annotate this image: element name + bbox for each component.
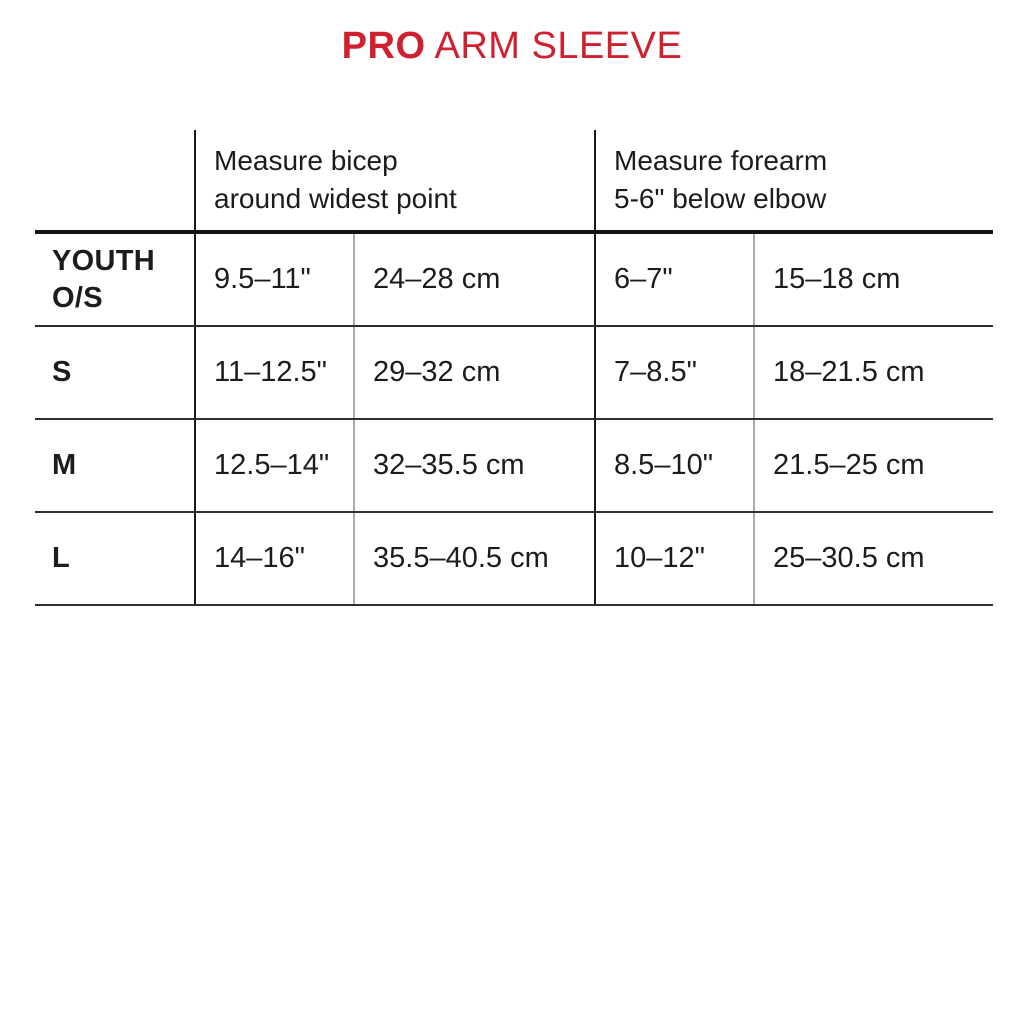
size-chart-table bbox=[35, 130, 993, 606]
forearm-cm: 15–18 cm bbox=[753, 234, 993, 325]
forearm-cm: 21.5–25 cm bbox=[753, 420, 993, 511]
table-row bbox=[35, 420, 993, 513]
header-forearm-line2: 5-6" below elbow bbox=[614, 183, 827, 214]
table-row bbox=[35, 513, 993, 606]
header-forearm-line1: Measure forearm bbox=[614, 145, 828, 176]
table-header-row bbox=[35, 130, 993, 234]
bicep-cm: 35.5–40.5 cm bbox=[353, 513, 594, 604]
size-label: YOUTH O/S bbox=[52, 244, 155, 314]
bicep-inches: 12.5–14" bbox=[194, 420, 353, 511]
size-label: M bbox=[52, 449, 77, 481]
bicep-inches: 14–16" bbox=[194, 513, 353, 604]
bicep-cm: 32–35.5 cm bbox=[353, 420, 594, 511]
forearm-inches: 8.5–10" bbox=[594, 420, 753, 511]
table-row bbox=[35, 234, 993, 327]
header-forearm bbox=[594, 130, 993, 230]
size-label: L bbox=[52, 542, 71, 574]
header-bicep-line1: Measure bicep bbox=[214, 145, 398, 176]
forearm-inches: 6–7" bbox=[594, 234, 753, 325]
product-name: ARM SLEEVE bbox=[425, 25, 683, 67]
header-bicep bbox=[194, 130, 594, 230]
table-row bbox=[35, 327, 993, 420]
forearm-inches: 7–8.5" bbox=[594, 327, 753, 418]
bicep-inches: 9.5–11" bbox=[194, 234, 353, 325]
bicep-cm: 24–28 cm bbox=[353, 234, 594, 325]
brand-name: PRO bbox=[341, 25, 426, 67]
forearm-cm: 18–21.5 cm bbox=[753, 327, 993, 418]
size-label: S bbox=[52, 356, 72, 388]
forearm-cm: 25–30.5 cm bbox=[753, 513, 993, 604]
bicep-inches: 11–12.5" bbox=[194, 327, 353, 418]
header-bicep-line2: around widest point bbox=[214, 183, 457, 214]
forearm-inches: 10–12" bbox=[594, 513, 753, 604]
bicep-cm: 29–32 cm bbox=[353, 327, 594, 418]
page-title bbox=[0, 24, 1024, 68]
header-corner-cell bbox=[35, 130, 194, 230]
